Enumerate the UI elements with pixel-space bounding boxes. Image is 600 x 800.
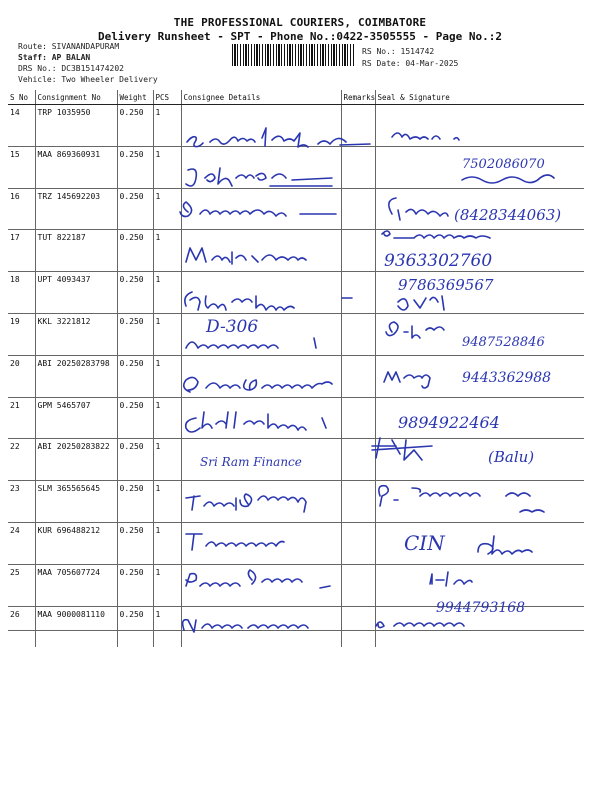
address-row-19: D-306 [206, 317, 259, 337]
cell-weight: 0.250 [117, 188, 153, 230]
phone-row-17: 9363302760 [384, 251, 493, 271]
cell-sno: 26 [8, 606, 35, 647]
signature-row-16 [180, 202, 336, 217]
cell-consignment: KUR 696488212 [35, 522, 117, 564]
seal-row-26 [376, 622, 464, 628]
cell-consignment: UPT 4093437 [35, 272, 117, 314]
cell-pcs: 1 [153, 355, 181, 397]
phone-row-16: (8428344063) [454, 206, 562, 224]
cell-weight: 0.250 [117, 439, 153, 481]
signature-row-19b [186, 338, 316, 348]
seal-row-23 [379, 486, 480, 506]
signature-row-24b [478, 536, 532, 554]
cell-consignment: MAA 869360931 [35, 146, 117, 188]
phone-row-19: 9487528846 [462, 335, 545, 350]
cell-weight: 0.250 [117, 146, 153, 188]
cell-pcs: 1 [153, 481, 181, 523]
signature-row-24 [186, 534, 284, 550]
seal-row-20 [384, 372, 430, 388]
cell-consignment: TRP 1035950 [35, 105, 117, 147]
cell-sno: 17 [8, 230, 35, 272]
phone-row-21: 9894922464 [398, 413, 500, 432]
phone-row-15: 7502086070 [462, 157, 545, 172]
signature-row-26 [183, 620, 308, 632]
consignee-row-22: Sri Ram Finance [200, 455, 302, 469]
cell-sno: 16 [8, 188, 35, 230]
seal-row-17 [382, 231, 490, 238]
col-signature: Seal & Signature [375, 90, 584, 105]
cell-pcs: 1 [153, 397, 181, 439]
cell-consignment: TRZ 145692203 [35, 188, 117, 230]
cell-pcs: 1 [153, 146, 181, 188]
vehicle-label: Vehicle: Two Wheeler Delivery [18, 75, 158, 84]
cell-pcs: 1 [153, 230, 181, 272]
col-remarks: Remarks [341, 90, 375, 105]
seal-row-16 [389, 198, 448, 220]
cell-pcs: 1 [153, 439, 181, 481]
col-sno: S No [8, 90, 35, 105]
col-weight: Weight [117, 90, 153, 105]
cell-weight: 0.250 [117, 481, 153, 523]
cell-consignment: ABI 20250283822 [35, 439, 117, 481]
cell-weight: 0.250 [117, 564, 153, 606]
cell-consignment: TUT 822187 [35, 230, 117, 272]
signature-row-20 [184, 377, 332, 392]
cell-sno: 21 [8, 397, 35, 439]
cell-weight: 0.250 [117, 230, 153, 272]
signature-row-25b [430, 572, 472, 586]
name-row-22: (Balu) [488, 448, 535, 466]
cell-sno: 18 [8, 272, 35, 314]
cell-consignment: KKL 3221812 [35, 313, 117, 355]
signature-row-21 [186, 412, 326, 432]
cell-weight: 0.250 [117, 355, 153, 397]
cell-sno: 23 [8, 481, 35, 523]
signature-row-17 [186, 248, 306, 264]
cell-pcs: 1 [153, 606, 181, 647]
seal-row-19 [386, 322, 444, 338]
seal-row-18 [398, 296, 444, 310]
rs-date: RS Date: 04-Mar-2025 [362, 59, 459, 68]
cell-weight: 0.250 [117, 397, 153, 439]
phone-row-20: 9443362988 [462, 370, 552, 386]
route-label: Route: SIVANANDAPURAM [18, 42, 120, 51]
cell-pcs: 1 [153, 564, 181, 606]
cell-weight: 0.250 [117, 105, 153, 147]
signature-row-25 [186, 570, 330, 588]
cell-consignment: MAA 705607724 [35, 564, 117, 606]
cell-weight: 0.250 [117, 606, 153, 647]
staff-label: Staff: AP BALAN [18, 53, 91, 62]
cell-consignment: MAA 9000081110 [35, 606, 117, 647]
col-consignee: Consignee Details [181, 90, 341, 105]
seal-row-15 [462, 175, 554, 183]
cell-sno: 19 [8, 313, 35, 355]
cell-sno: 25 [8, 564, 35, 606]
cell-consignment: ABI 20250283798 [35, 355, 117, 397]
cell-pcs: 1 [153, 313, 181, 355]
seal-row-14 [392, 133, 459, 140]
signature-row-19 [185, 292, 352, 310]
cell-sno: 22 [8, 439, 35, 481]
cell-pcs: 1 [153, 272, 181, 314]
cell-weight: 0.250 [117, 313, 153, 355]
signature-row-15 [186, 168, 332, 186]
cell-pcs: 1 [153, 522, 181, 564]
rs-number: RS No.: 1514742 [362, 47, 435, 56]
cell-weight: 0.250 [117, 272, 153, 314]
seal-text-row-24: CIN [404, 531, 445, 555]
phone-row-18: 9786369567 [398, 276, 494, 294]
cell-pcs: 1 [153, 105, 181, 147]
signature-row-14 [187, 128, 370, 147]
phone-row-26: 9944793168 [436, 600, 526, 616]
cell-sno: 15 [8, 146, 35, 188]
drs-number: DRS No.: DC3B151474202 [18, 64, 124, 73]
seal-row-23b [506, 493, 544, 512]
cell-consignment: GPM 5465707 [35, 397, 117, 439]
signature-row-23 [186, 494, 306, 512]
cell-sno: 14 [8, 105, 35, 147]
cell-sno: 24 [8, 522, 35, 564]
cell-consignment: SLM 365565645 [35, 481, 117, 523]
runsheet-title: Delivery Runsheet - SPT - Phone No.:0422-3505555 - Page No.:2 [98, 30, 502, 43]
cell-pcs: 1 [153, 188, 181, 230]
cell-sno: 20 [8, 355, 35, 397]
col-pcs: PCS [153, 90, 181, 105]
seal-row-22 [372, 438, 432, 460]
col-consignment: Consignment No [35, 90, 117, 105]
cell-weight: 0.250 [117, 522, 153, 564]
company-title: THE PROFESSIONAL COURIERS, COIMBATORE [173, 16, 427, 29]
